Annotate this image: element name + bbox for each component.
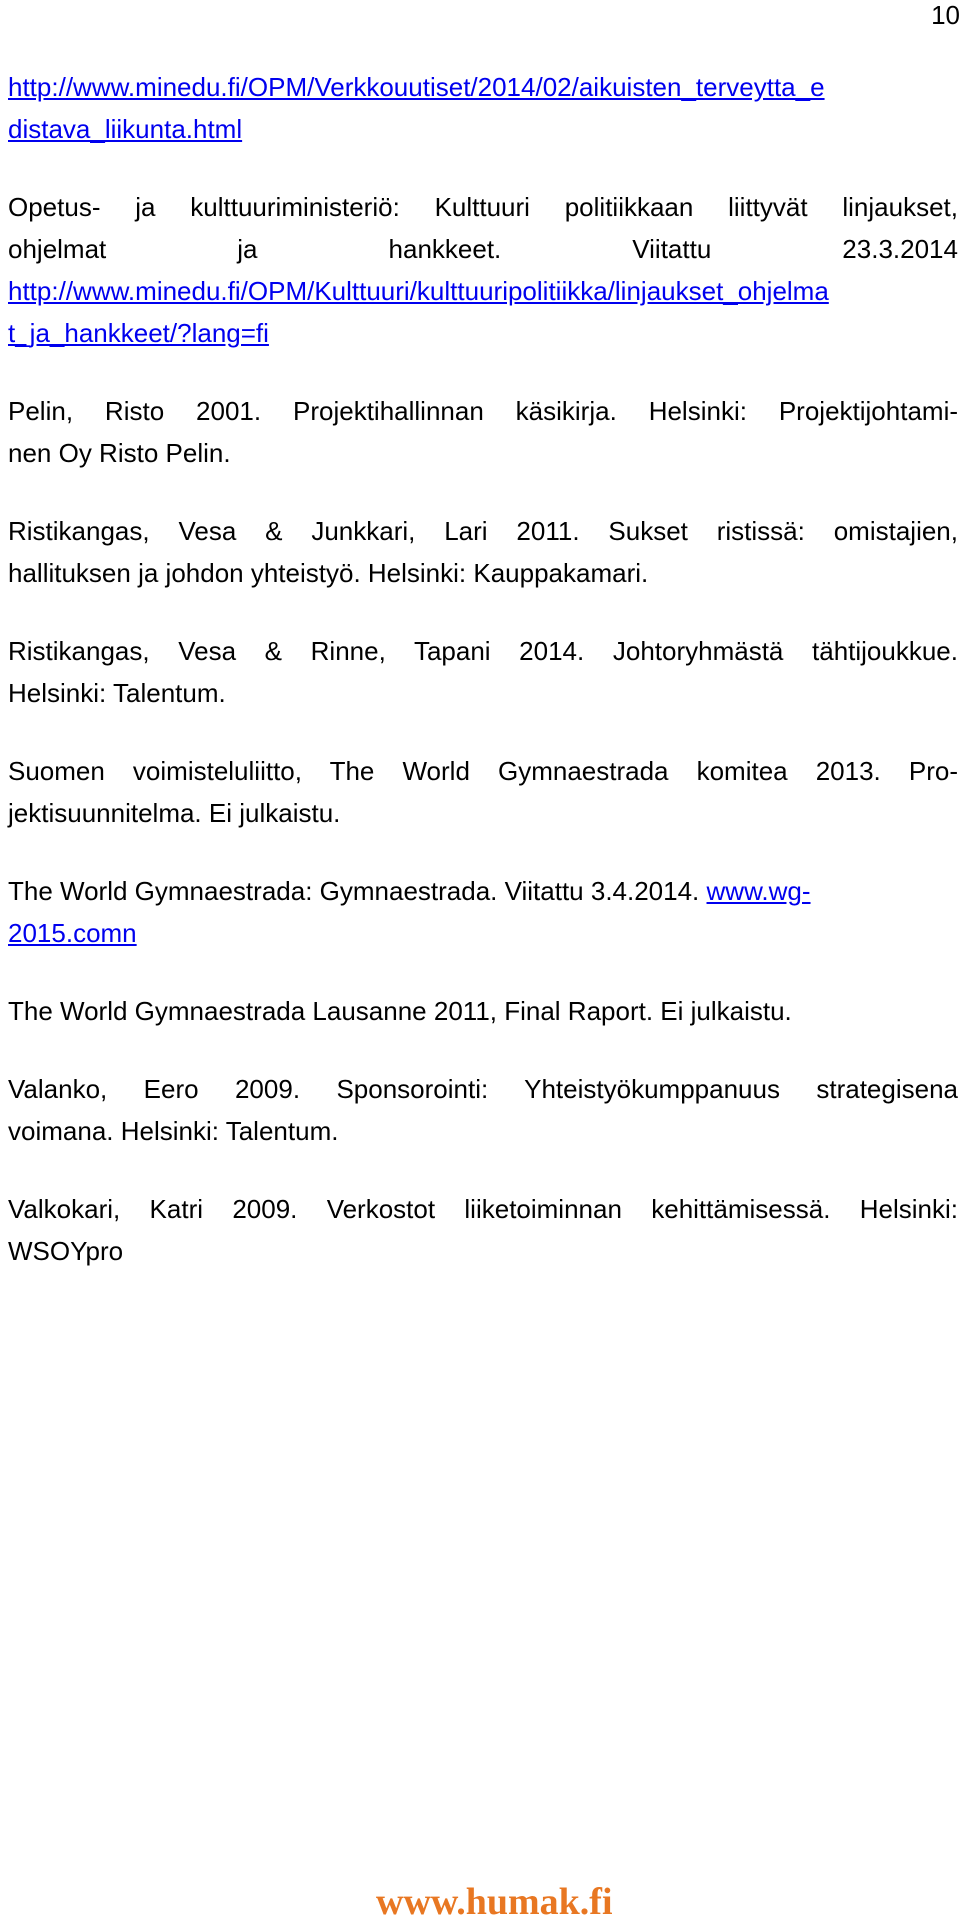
reference-text-line: Pelin, Risto 2001. Projektihallinnan käsikirja. Helsinki: Projektijohtami-	[8, 396, 958, 426]
word: ja	[237, 234, 258, 264]
reference-text-line: Opetus- ja kulttuuriministeriö: Kulttuuri politiikkaan liittyvät linjaukset,	[8, 192, 958, 222]
word: hankkeet.	[388, 234, 502, 264]
reference-valkokari	[8, 1188, 958, 1272]
reference-text-line: Suomen voimisteluliitto, The World Gymnaestrada komitea 2013. Pro-	[8, 756, 958, 786]
reference-text-line: Ristikangas, Vesa & Rinne, Tapani 2014. Johtoryhmästä tähtijoukkue.	[8, 636, 958, 666]
reference-list	[8, 66, 958, 1272]
url-part: www.wg-	[706, 876, 811, 906]
word: ohjelmat	[8, 234, 107, 264]
reference-wg-lausanne	[8, 990, 958, 1032]
reference-minedu-aikuisten	[8, 66, 958, 150]
reference-text-line: The World Gymnaestrada Lausanne 2011, Final Raport. Ei julkaistu.	[8, 996, 792, 1026]
reference-text-line: Helsinki: Talentum.	[8, 678, 226, 708]
reference-text-line: nen Oy Risto Pelin.	[8, 438, 231, 468]
reference-text: The World Gymnaestrada: Gymnaestrada. Viitattu 3.4.2014.	[8, 876, 707, 906]
reference-voimisteluliitto	[8, 750, 958, 834]
reference-valanko	[8, 1068, 958, 1152]
reference-text-line: voimana. Helsinki: Talentum.	[8, 1116, 339, 1146]
reference-wg-viitattu	[8, 870, 958, 954]
reference-pelin	[8, 390, 958, 474]
reference-okm-kulttuuri	[8, 186, 958, 354]
footer-site-link[interactable]: www.humak.fi	[376, 1881, 613, 1923]
url-line: t_ja_hankkeet/?lang=fi	[8, 318, 269, 348]
reference-url-link[interactable]	[8, 276, 829, 348]
reference-text-line: WSOYpro	[8, 1236, 124, 1266]
word: 23.3.2014	[842, 234, 958, 264]
word: Viitattu	[632, 234, 712, 264]
reference-text-line: Valkokari, Katri 2009. Verkostot liiketoiminnan kehittämisessä. Helsinki:	[8, 1194, 958, 1224]
reference-ristikangas-junkkari	[8, 510, 958, 594]
reference-text-line: Valanko, Eero 2009. Sponsorointi: Yhteistyökumppanuus strategisena	[8, 1074, 958, 1104]
reference-text-line: hallituksen ja johdon yhteistyö. Helsinki: Kauppakamari.	[8, 558, 649, 588]
reference-url-link[interactable]	[8, 72, 825, 144]
reference-text-line: jektisuunnitelma. Ei julkaistu.	[8, 798, 341, 828]
reference-text-line	[8, 228, 958, 270]
url-line: distava_liikunta.html	[8, 114, 243, 144]
reference-text-line: Ristikangas, Vesa & Junkkari, Lari 2011. Sukset ristissä: omistajien,	[8, 516, 958, 546]
url-line: http://www.minedu.fi/OPM/Kulttuuri/kulttuuripolitiikka/linjaukset_ohjelma	[8, 276, 829, 306]
page-number: 10	[931, 0, 960, 30]
url-line: http://www.minedu.fi/OPM/Verkkouutiset/2014/02/aikuisten_terveytta_e	[8, 72, 825, 102]
url-part: 2015.comn	[8, 918, 137, 948]
reference-ristikangas-rinne	[8, 630, 958, 714]
